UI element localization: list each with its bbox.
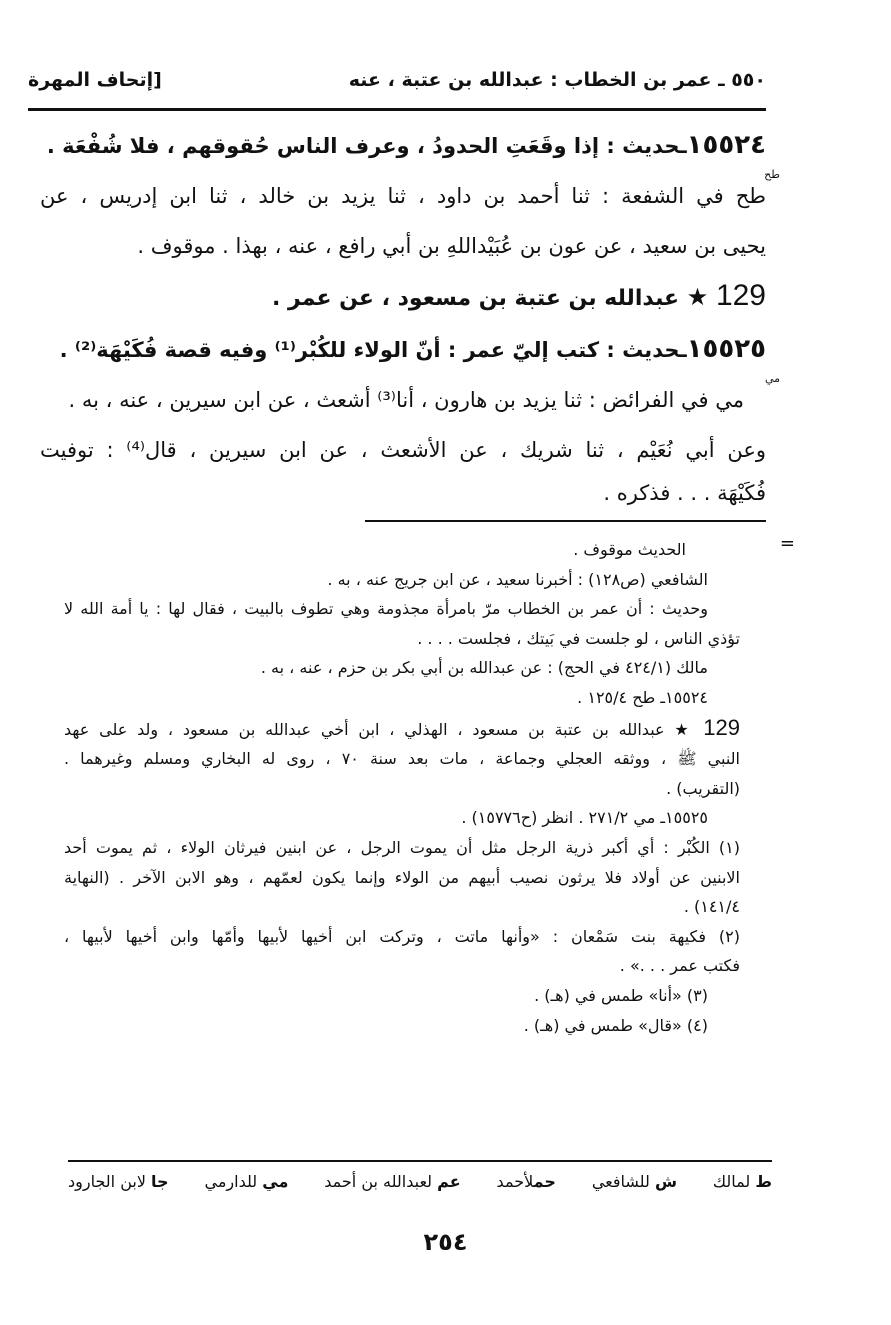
abbr-item: ط لمالك [712,1172,772,1191]
note-line: ١٤١/٤) . [683,897,740,917]
note-line: (٣) «أنا» طمس في (هـ) . [534,985,708,1005]
source-siglum: طح [764,168,780,181]
source-siglum: مي [764,372,780,385]
narrator-name: عبدالله بن عتبة بن مسعود ، عن عمر . [272,286,680,311]
header-rule [28,108,766,111]
hadith-text: ـحديث : إذا وقَعَتِ الحدودُ ، وعرف الناس حُقوقهم ، فلا شُفْعَة . [46,134,687,158]
note-line: (٤) «قال» طمس في (هـ) . [523,1015,708,1035]
note-line: (التقريب) . [666,778,740,798]
note-line: تؤذي الناس ، لو جلست في بَيتك ، فجلست . . . . [417,628,740,648]
star-icon: ★ [674,719,694,739]
narrator-number: 129 [703,714,740,740]
main-text [40,120,780,511]
abbr-item: جا لابن الجارود [68,1172,169,1191]
star-icon: ★ [686,283,709,311]
text-line: يحيى بن سعيد ، عن عون بن عُبَيْداللهِ بن أبي رافع ، عنه ، بهذا . موقوف . [137,234,766,258]
text-line: مي في الفرائض : ثنا يزيد بن هارون ، أنا⁽³⁾ أشعث ، عن ابن سيرين ، عنه ، به . [68,388,744,412]
note-line: الابنين عن أولاد فلا يرثون نصيب أبيهم من الولاء وإنما يكون لعمّهم ، وهو الابن الآخر . (النهاية [64,867,740,887]
abbr-item: عم لعبدالله بن أحمد [324,1172,461,1191]
text-line: فُكَيْهَة . . . فذكره . [603,481,766,505]
abbr-item: مي للدارمي [204,1172,289,1191]
note-line: وحديث : أن عمر بن الخطاب مرّ بامرأة مجذومة وهي تطوف بالبيت ، فقال لها : يا أمة الله لا [64,599,708,619]
footnote-rule [365,520,766,522]
note-line: (٢) فكيهة بنت سَمْعان : «وأنها ماتت ، وتركت ابن أخيها لأبيها وأمّها وابن أخيها لأبيها ، [64,926,740,946]
note-line: الحديث موقوف . [573,540,686,559]
abbr-item: ش للشافعي [591,1172,678,1191]
note-line: ١٥٥٢٤ـ طح ١٢٥/٤ . [577,687,708,707]
text-line: طح في الشفعة : ثنا أحمد بن داود ، ثنا يزيد بن خالد ، ثنا ابن إدريس ، عن [40,184,766,208]
narrator-number: 129 [715,279,766,312]
note-line: ١٥٥٢٥ـ مي ٢٧١/٢ . انظر (ح١٥٧٧٦) . [461,808,708,828]
narrator-heading [40,271,766,324]
note-line: (١) الكُبْر : أي أكبر ذرية الرجل مثل أن يموت الرجل ، عن ابنين فيرثان الولاء ، ثم يموت أحد [64,837,740,857]
note-line: الشافعي (ص١٢٨) : أخبرنا سعيد ، عن ابن جريج عنه ، به . [327,569,708,589]
abbreviations-key [68,1172,772,1191]
chapter-title: ٥٥٠ ـ عمر بن الخطاب : عبدالله بن عتبة ، عنه [348,69,766,91]
note-line: مالك (٤٢٤/١ في الحج) : عن عبدالله بن أبي بكر بن حزم ، عنه ، به . [260,658,708,678]
text-line: وعن أبي نُعَيْم ، ثنا شريك ، عن الأشعث ، عن ابن سيرين ، قال⁽⁴⁾ : توفيت [40,438,766,462]
footer-rule [68,1160,772,1162]
hadith-text: ـحديث : كتب إليّ عمر : أنّ الولاء للكُبْر⁽¹⁾ وفيه قصة فُكَيْهَة⁽²⁾ . [59,338,687,362]
book-title: [إتحاف المهرة [28,69,162,91]
abbr-item: حملأحمد [496,1172,556,1191]
page-number: ٢٥٤ [423,1228,468,1256]
hadith-number: ١٥٥٢٤ [686,130,766,160]
note-line [64,713,740,745]
note-line: فكتب عمر . . .» . [619,956,740,976]
note-line: النبي ﷺ ، ووثقه العجلي وجماعة ، مات بعد سنة ٧٠ ، روى له البخاري ومسلم وغيرهما . [64,749,740,769]
hadith-15525-title [40,324,780,385]
hadith-number: ١٥٥٢٥ [686,334,766,364]
footnotes [64,535,740,1040]
running-header [28,62,766,98]
continuation-mark: = [779,533,795,554]
hadith-15524-title [40,120,780,181]
note-text: عبدالله بن عتبة بن مسعود ، الهذلي ، ابن أخي عبدالله بن مسعود ، ولد على عهد [64,719,665,739]
